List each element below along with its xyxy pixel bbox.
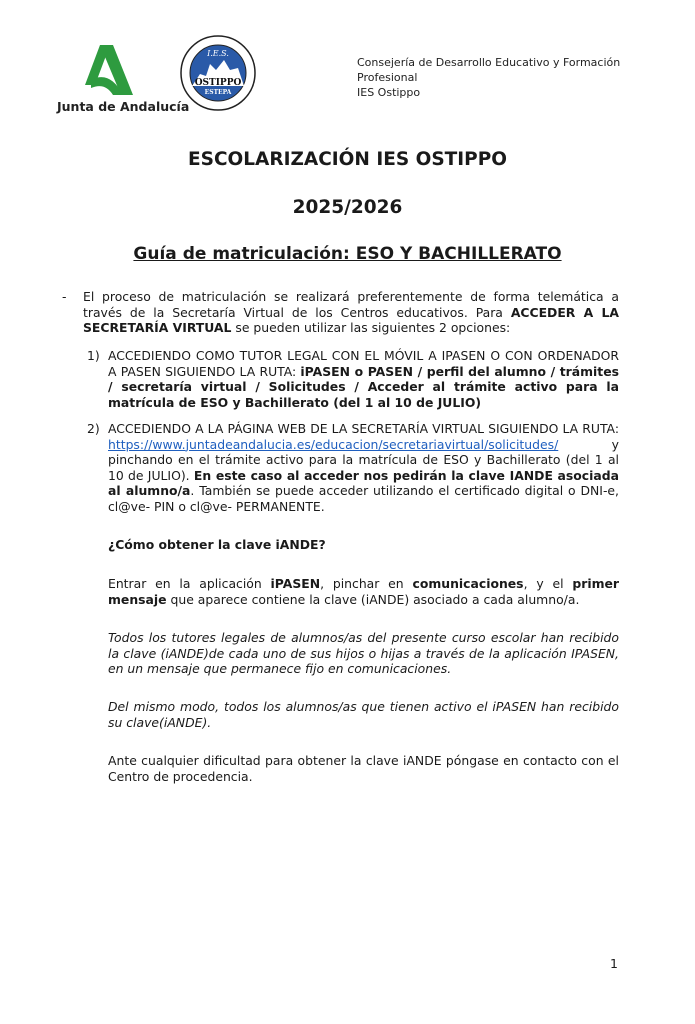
junta-de-andalucia-logo — [55, 40, 190, 115]
iande-paragraph-4: Ante cualquier dificultad para obtener la clave iANDE póngase en contacto con el Centro de procedencia. — [108, 753, 619, 784]
header-line-1: Consejería de Desarrollo Educativo y Formación — [357, 56, 621, 69]
iande-p1-text-1: Entrar en la aplicación — [108, 576, 271, 591]
option1-route: iPASEN o PASEN / perfil del alumno / trámites / secretaría virtual / Solicitudes / Acceder al trámite activo para la matrícula de ESO y Bachillerato (del 1 al 10 de JULIO) — [108, 363, 620, 410]
ies-ostippo-seal — [180, 34, 256, 112]
option2-number: 2) — [87, 421, 100, 436]
header-institution — [357, 55, 620, 100]
junta-logo-icon — [55, 40, 190, 115]
intro-text-2: se pueden utilizar las siguientes 2 opciones: — [231, 320, 511, 336]
svg-text:ESTEPA: ESTEPA — [204, 89, 232, 96]
iande-paragraph-1 — [108, 576, 619, 607]
page-number: 1 — [610, 956, 618, 971]
secretaria-virtual-link[interactable]: https://www.juntadeandalucia.es/educacion/secretariavirtual/solicitudes/ — [108, 436, 559, 452]
option1-text: ACCEDIENDO COMO TUTOR LEGAL CON EL MÓVIL A IPASEN O CON ORDENADOR A PASEN SIGUIENDO LA RUTA: — [108, 348, 619, 379]
option2-text-2: y pinchando en el trámite activo para la matrícula de ESO y Bachillerato (del 1 al 10 de JULIO). — [108, 436, 619, 483]
iande-p1-bold-3: primer mensaje — [108, 576, 620, 607]
option2-text-1: ACCEDIENDO A LA PÁGINA WEB DE LA SECRETARÍA VIRTUAL SIGUIENDO LA RUTA: — [108, 421, 619, 436]
subtitle: Guía de matriculación: ESO Y BACHILLERATO — [133, 244, 562, 264]
option1-paragraph — [108, 348, 619, 410]
iande-p1-bold-2: comunicaciones — [412, 576, 524, 591]
page-title: ESCOLARIZACIÓN IES OSTIPPO — [187, 149, 508, 170]
iande-p1-bold-1: iPASEN — [270, 576, 321, 591]
iande-paragraph-2: Todos los tutores legales de alumnos/as del presente curso escolar han recibido la clave (iANDE)de cada uno de sus hijos o hijas a través de la aplicación IPASEN, en un mensaje que permanece fijo en comunicaciones. — [108, 630, 619, 677]
bullet-dash: - — [62, 289, 67, 304]
school-seal-icon — [180, 34, 256, 112]
svg-text:Junta de Andalucía: Junta de Andalucía — [57, 99, 190, 114]
iande-p1-text-3: , y el — [523, 576, 573, 591]
option2-bold: En este caso al acceder nos pedirán la clave IANDE asociada al alumno/a — [108, 467, 619, 499]
header-line-3: IES Ostippo — [357, 86, 421, 99]
header-line-2: Profesional — [357, 71, 418, 84]
school-year: 2025/2026 — [292, 197, 403, 218]
intro-bold: ACCEDER A LA SECRETARÍA VIRTUAL — [83, 304, 619, 336]
iande-p1-text-2: , pinchar en — [320, 576, 413, 591]
svg-text:I.E.S.: I.E.S. — [207, 49, 229, 58]
option1-number: 1) — [87, 348, 100, 363]
iande-heading: ¿Cómo obtener la clave iANDE? — [108, 537, 326, 552]
iande-p1-text-4: que aparece contiene la clave (iANDE) asociado a cada alumno/a. — [166, 591, 580, 607]
intro-text-1: El proceso de matriculación se realizará preferentemente de forma telemática a través de la Secretaría Virtual de los Centros educativos. Para — [83, 289, 619, 320]
svg-text:OSTIPPO: OSTIPPO — [194, 78, 242, 88]
option2-text-3: . También se puede acceder utilizando el certificado digital o DNI-e, cl@ve- PIN o cl@ve- PERMANENTE. — [108, 483, 619, 514]
option2-paragraph — [108, 421, 619, 515]
iande-paragraph-3: Del mismo modo, todos los alumnos/as que tienen activo el iPASEN han recibido su clave(iANDE). — [108, 699, 619, 730]
intro-paragraph — [83, 289, 619, 336]
